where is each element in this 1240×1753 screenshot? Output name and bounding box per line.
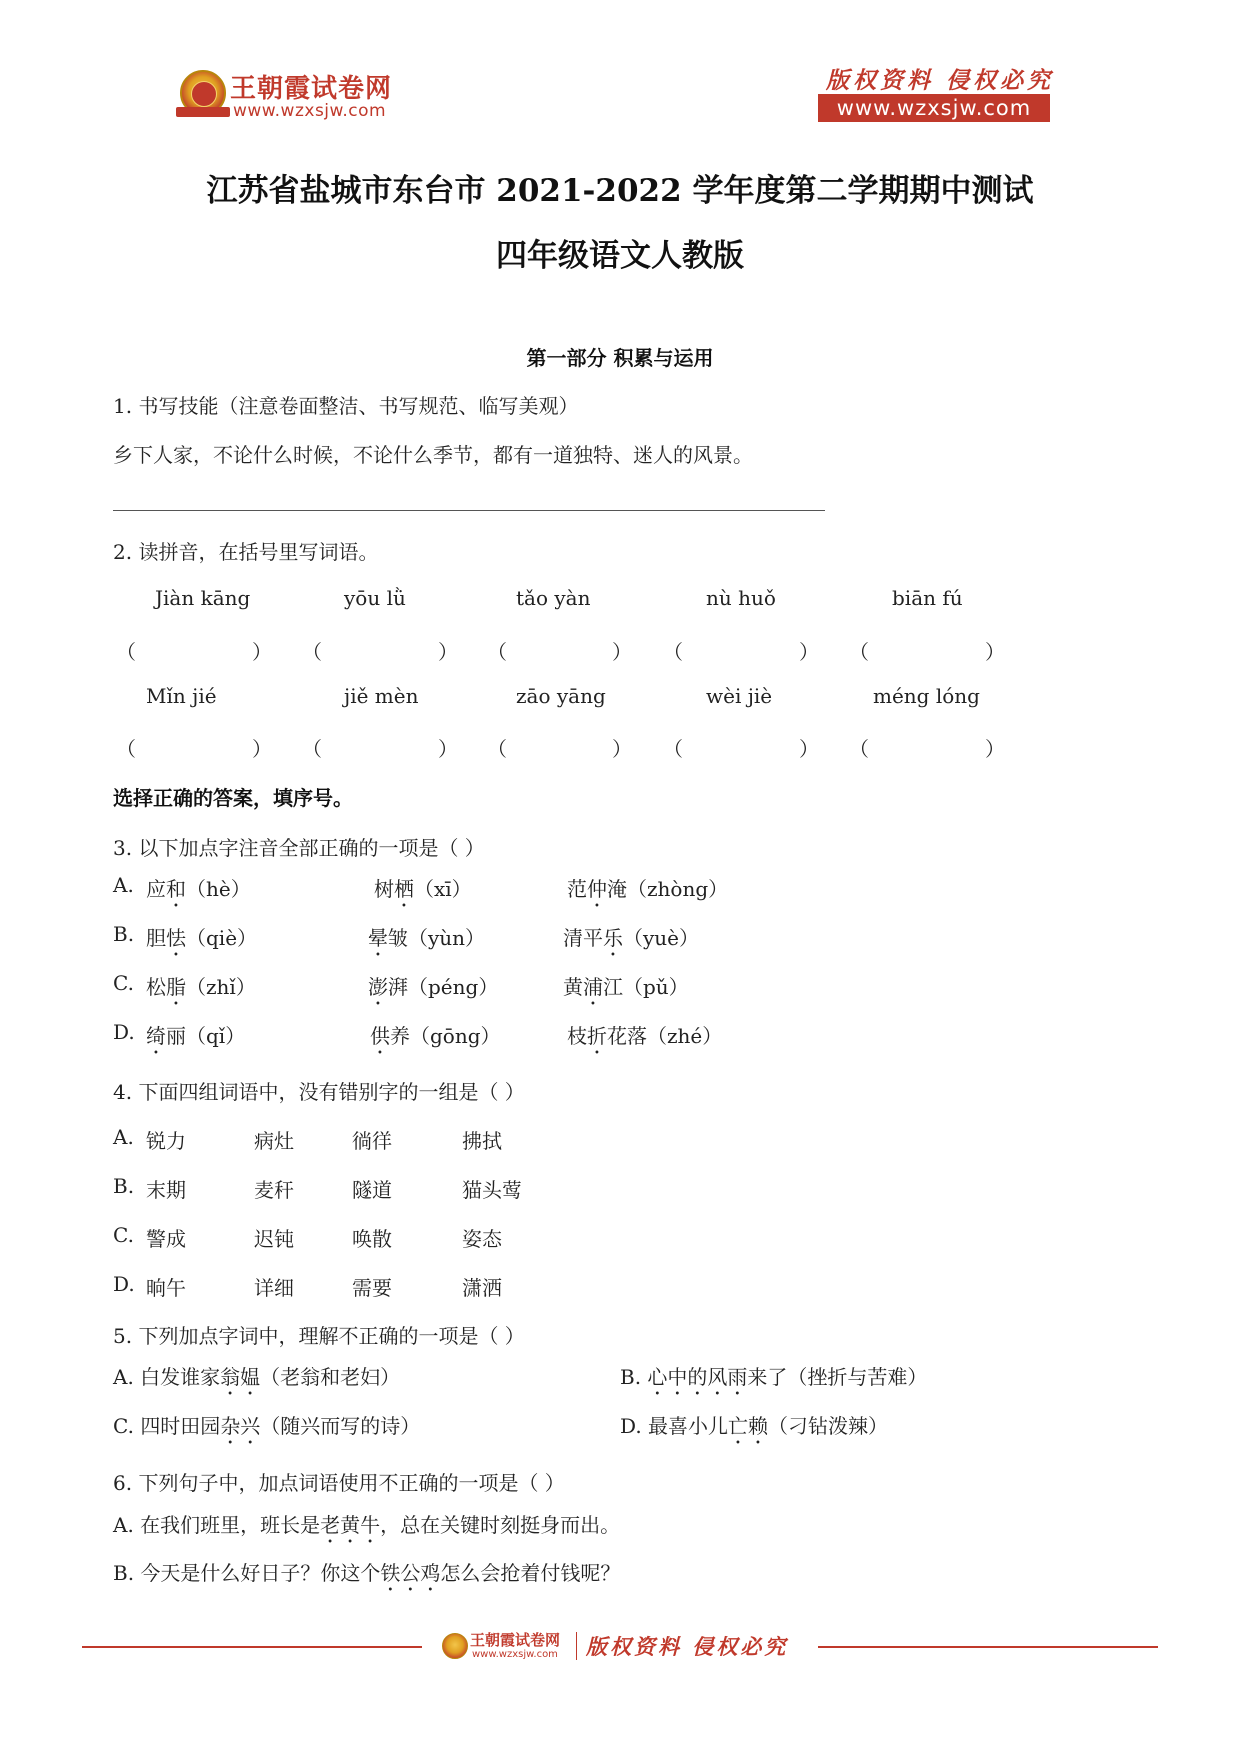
- pinyin-item: jiě mèn: [344, 684, 419, 708]
- q6-option-b[interactable]: B. 今天是什么好日子？你这个铁公鸡怎么会抢着付钱呢？: [113, 1561, 621, 1585]
- q3-b1[interactable]: 胆怯（qiè）: [146, 926, 258, 950]
- q3-b3[interactable]: 清平乐（yuè）: [563, 926, 700, 950]
- q3-d1[interactable]: 绮丽（qǐ）: [146, 1024, 246, 1048]
- paren-open: （: [663, 640, 683, 664]
- pinyin-item: Jiàn kāng: [155, 586, 251, 610]
- q4-word: 拂拭: [462, 1129, 502, 1153]
- q4-word: 锐力: [146, 1129, 186, 1153]
- paren-open: （: [487, 737, 507, 761]
- paren-close: ）: [799, 640, 819, 664]
- q4-word: 唤散: [352, 1227, 392, 1251]
- logo-url[interactable]: www.wzxsjw.com: [233, 101, 387, 121]
- pinyin-item: zāo yāng: [516, 684, 606, 708]
- q1-stem: 1. 书写技能（注意卷面整洁、书写规范、临写美观）: [113, 394, 579, 418]
- option-label: C.: [113, 1223, 134, 1247]
- paren-close: ）: [252, 737, 272, 761]
- paren-close: ）: [438, 640, 458, 664]
- page-subtitle: 四年级语文人教版: [496, 238, 744, 274]
- footer-logo-name: 王朝霞试卷网: [470, 1631, 561, 1649]
- q1-writing-line[interactable]: [113, 510, 825, 511]
- q2-stem: 2. 读拼音，在括号里写词语。: [113, 540, 379, 564]
- q3-stem: 3. 以下加点字注音全部正确的一项是（ ）: [113, 836, 485, 860]
- page-title: 江苏省盐城市东台市 2021-2022 学年度第二学期期中测试: [206, 173, 1034, 209]
- pinyin-item: yōu lǜ: [344, 586, 406, 610]
- q4-word: 徜徉: [352, 1129, 392, 1153]
- q1-text: 乡下人家，不论什么时候，不论什么季节，都有一道独特、迷人的风景。: [113, 443, 753, 467]
- choice-heading: 选择正确的答案，填序号。: [113, 786, 353, 810]
- q4-word: 麦秆: [254, 1178, 294, 1202]
- q3-c1[interactable]: 松脂（zhǐ）: [146, 975, 256, 999]
- q4-word: 病灶: [254, 1129, 294, 1153]
- pinyin-item: tǎo yàn: [516, 586, 591, 610]
- paren-open: （: [302, 640, 322, 664]
- paren-close: ）: [252, 640, 272, 664]
- q3-d3[interactable]: 枝折花落（zhé）: [567, 1024, 723, 1048]
- q4-word: 潇洒: [462, 1276, 502, 1300]
- q5-option-a[interactable]: A. 白发谁家翁媪（老翁和老妇）: [113, 1365, 401, 1389]
- option-label: D.: [113, 1272, 135, 1296]
- q6-stem: 6. 下列句子中，加点词语使用不正确的一项是（ ）: [113, 1471, 565, 1495]
- q3-c3[interactable]: 黄浦江（pǔ）: [563, 975, 689, 999]
- pinyin-item: méng lóng: [873, 684, 980, 708]
- paren-open: （: [302, 737, 322, 761]
- q3-a3[interactable]: 范仲淹（zhòng）: [567, 877, 729, 901]
- paren-open: （: [849, 737, 869, 761]
- q4-word: 姿态: [462, 1227, 502, 1251]
- q4-word: 警成: [146, 1227, 186, 1251]
- footer-rule-right: [818, 1646, 1158, 1648]
- pinyin-item: wèi jiè: [706, 684, 773, 708]
- q4-stem: 4. 下面四组词语中，没有错别字的一组是（ ）: [113, 1080, 525, 1104]
- q4-word: 晌午: [146, 1276, 186, 1300]
- q3-c2[interactable]: 澎湃（péng）: [368, 975, 499, 999]
- q5-option-c[interactable]: C. 四时田园杂兴（随兴而写的诗）: [113, 1414, 421, 1438]
- q6-option-a[interactable]: A. 在我们班里，班长是老黄牛，总在关键时刻挺身而出。: [113, 1513, 621, 1537]
- q3-a1[interactable]: 应和（hè）: [146, 877, 251, 901]
- paren-close: ）: [799, 737, 819, 761]
- q4-word: 隧道: [352, 1178, 392, 1202]
- paren-open: （: [116, 640, 136, 664]
- pinyin-item: Mǐn jié: [146, 684, 217, 708]
- pinyin-item: nù huǒ: [706, 586, 776, 610]
- logo-ribbon: [176, 107, 230, 117]
- q3-d2[interactable]: 供养（gōng）: [370, 1024, 501, 1048]
- copyright-url[interactable]: www.wzxsjw.com: [818, 94, 1050, 122]
- section-heading: 第一部分 积累与运用: [526, 346, 714, 370]
- paren-open: （: [849, 640, 869, 664]
- paren-close: ）: [985, 640, 1005, 664]
- footer-divider: [576, 1632, 577, 1660]
- option-label: A.: [113, 1125, 134, 1149]
- q4-word: 末期: [146, 1178, 186, 1202]
- option-label: D.: [113, 1020, 135, 1044]
- paren-open: （: [663, 737, 683, 761]
- logo-name: 王朝霞试卷网: [230, 74, 393, 104]
- footer-logo-url[interactable]: www.wzxsjw.com: [472, 1649, 558, 1660]
- q5-option-b[interactable]: B. 心中的风雨来了（挫折与苦难）: [620, 1365, 928, 1389]
- option-label: B.: [113, 922, 135, 946]
- footer-rule-left: [82, 1646, 422, 1648]
- q4-word: 猫头莺: [462, 1178, 522, 1202]
- paren-open: （: [116, 737, 136, 761]
- option-label: B.: [113, 1174, 135, 1198]
- q4-word: 迟钝: [254, 1227, 294, 1251]
- q4-word: 需要: [352, 1276, 392, 1300]
- pinyin-item: biān fú: [892, 586, 963, 610]
- q5-option-d[interactable]: D. 最喜小儿亡赖（刁钻泼辣）: [620, 1414, 889, 1438]
- q3-b2[interactable]: 晕皱（yùn）: [368, 926, 486, 950]
- paren-close: ）: [612, 737, 632, 761]
- paren-open: （: [487, 640, 507, 664]
- option-label: C.: [113, 971, 134, 995]
- footer-slogan: 版权资料 侵权必究: [586, 1634, 789, 1659]
- paren-close: ）: [438, 737, 458, 761]
- footer-logo-icon: [442, 1633, 468, 1659]
- option-label: A.: [113, 873, 134, 897]
- paren-close: ）: [612, 640, 632, 664]
- copyright-slogan: 版权资料 侵权必究: [826, 67, 1055, 94]
- q3-a2[interactable]: 树栖（xī）: [374, 877, 472, 901]
- q4-word: 详细: [254, 1276, 294, 1300]
- paren-close: ）: [985, 737, 1005, 761]
- q5-stem: 5. 下列加点字词中，理解不正确的一项是（ ）: [113, 1324, 525, 1348]
